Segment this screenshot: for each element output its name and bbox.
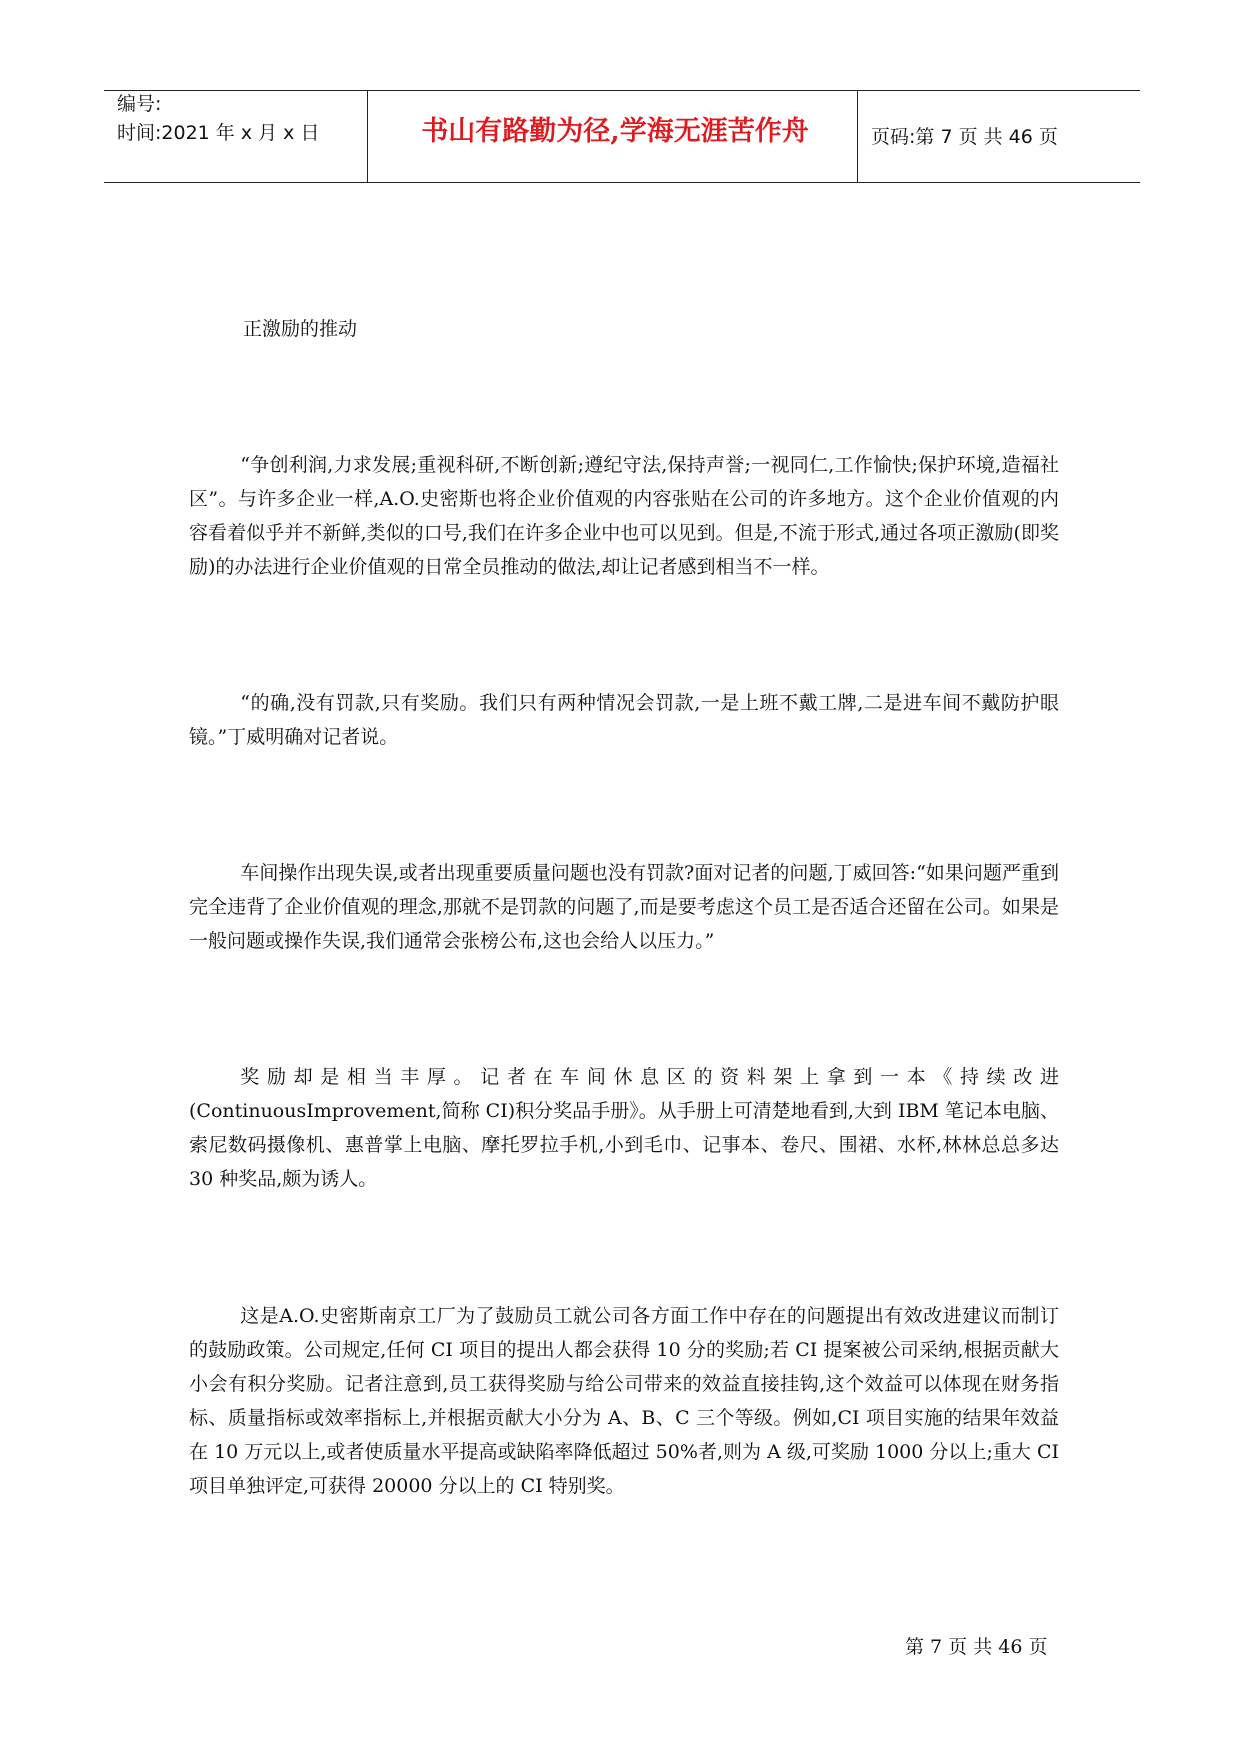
paragraph: “的确,没有罚款,只有奖励。我们只有两种情况会罚款,一是上班不戴工牌,二是进车间不戴防护眼镜。”丁威明确对记者说。 <box>189 692 1059 748</box>
spacer <box>189 584 1059 686</box>
paragraph: 这是A.O.史密斯南京工厂为了鼓励员工就公司各方面工作中存在的问题提出有效改进建议而制订的鼓励政策。公司规定,任何 CI 项目的提出人都会获得 10 分的奖励;若 CI 提案被公司采纳,根据贡献大小会有积分奖励。记者注意到,员工获得奖励与给公司带来的效益直接挂钩,这个效益可以体现在财务指标、质量指标或效率指标上,并根据贡献大小分为 A、B、C 三个等级。例如,CI 项目实施的结果年效益在 10 万元以上,或者使质量水平提高或缺陷率降低超过 50%者,则为 A 级,可奖励 1000 分以上;重大 CI 项目单独评定,可获得 20000 分以上的 CI 特别奖。 <box>189 1305 1059 1497</box>
spacer <box>189 754 1059 856</box>
paragraph: 奖励却是相当丰厚。记者在车间休息区的资料架上拿到一本《持续改进(ContinuousImprovement,简称 CI)积分奖品手册》。从手册上可清楚地看到,大到 IBM 笔记本电脑、索尼数码摄像机、惠普掌上电脑、摩托罗拉手机,小到毛巾、记事本、卷尺、围裙、水杯,林林总总多达 30 种奖品,颇为诱人。 <box>189 1066 1059 1190</box>
header-page-label: 页码:第 7 页 共 46 页 <box>871 126 1058 148</box>
spacer <box>189 958 1059 1060</box>
header-bottom-rule <box>104 182 1140 183</box>
document-time-label: 时间:2021 年 x 月 x 日 <box>117 122 320 144</box>
header-info <box>117 90 319 148</box>
spacer <box>189 1196 1059 1299</box>
section-heading: 正激励的推动 <box>243 318 358 340</box>
paragraph: 车间操作出现失误,或者出现重要质量问题也没有罚款?面对记者的问题,丁威回答:“如果问题严重到完全违背了企业价值观的理念,那就不是罚款的问题了,而是要考虑这个员工是否适合还留在公司。如果是一般问题或操作失误,我们通常会张榜公布,这也会给人以压力。” <box>189 862 1059 952</box>
paragraph: “争创利润,力求发展;重视科研,不断创新;遵纪守法,保持声誉;一视同仁,工作愉快;保护环境,造福社区”。与许多企业一样,A.O.史密斯也将企业价值观的内容张贴在公司的许多地方。这个企业价值观的内容看着似乎并不新鲜,类似的口号,我们在许多企业中也可以见到。但是,不流于形式,通过各项正激励(即奖励)的办法进行企业价值观的日常全员推动的做法,却让记者感到相当不一样。 <box>189 454 1059 578</box>
spacer <box>189 346 1059 448</box>
header-motto: 书山有路勤为径,学海无涯苦作舟 <box>421 116 809 147</box>
page-footer: 第 7 页 共 46 页 <box>905 1636 1048 1658</box>
header-divider-left <box>367 90 368 183</box>
document-number-label: 编号: <box>117 93 162 115</box>
document-body <box>189 312 1059 1503</box>
